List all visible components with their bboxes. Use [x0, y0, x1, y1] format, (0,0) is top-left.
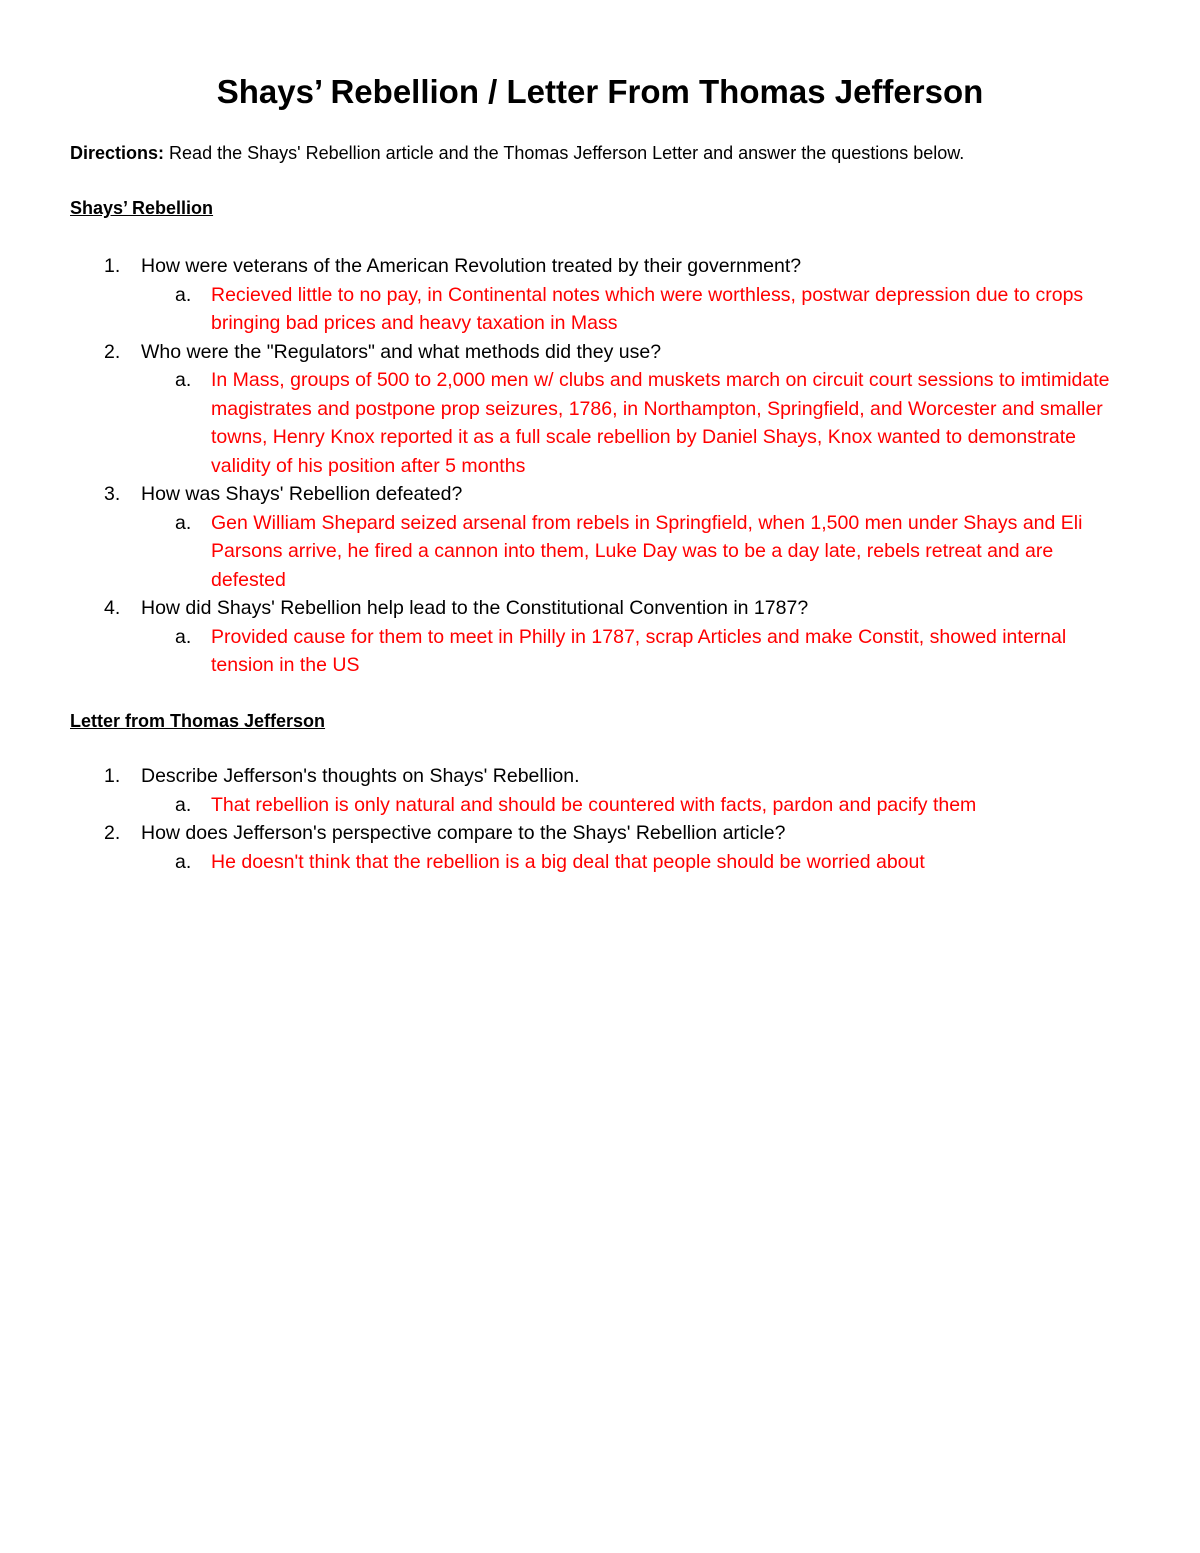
question-text: How does Jefferson's perspective compare to the Shays' Rebellion article? [141, 822, 786, 844]
question [0, 594, 1200, 623]
question-item [0, 252, 1200, 338]
question-text: How did Shays' Rebellion help lead to the Constitutional Convention in 1787? [141, 597, 809, 619]
question-number: 1. [104, 765, 121, 787]
answer-letter: a. [175, 511, 192, 534]
answer-text: Gen William Shepard seized arsenal from rebels in Springfield, when 1,500 men under Shays and Eli Parsons arrive, he fired a cannon into them, Luke Day was to be a day late, rebels retreat and are defested [211, 511, 1083, 591]
question-item [0, 819, 1200, 876]
directions [70, 140, 1150, 166]
answer [0, 281, 1200, 338]
answer [0, 509, 1200, 595]
answer-letter: a. [175, 369, 192, 391]
question-number: 2. [104, 822, 121, 844]
question-number: 3. [104, 483, 121, 505]
question-item [0, 762, 1200, 819]
question [0, 480, 1200, 509]
page-title: Shays’ Rebellion / Letter From Thomas Jefferson [216, 73, 984, 110]
answer [0, 848, 1200, 877]
question-item [0, 338, 1200, 481]
answer-letter: a. [175, 625, 192, 648]
section-heading-shays-rebellion: Shays’ Rebellion [70, 198, 214, 218]
directions-text: Read the Shays' Rebellion article and the Thomas Jefferson Letter and answer the questions below. [169, 143, 965, 163]
answer-text: In Mass, groups of 500 to 2,000 men w/ clubs and muskets march on circuit court sessions to imtimidate magistrates and postpone prop seizures, 1786, in Northampton, Springfield, and Worcester and smaller towns, Henry Knox reported it as a full scale rebellion by Daniel Shays, Knox wanted to demonstrate validity of his position after 5 months [211, 369, 1110, 477]
answer [0, 623, 1200, 680]
question-text: How were veterans of the American Revolution treated by their government? [141, 255, 802, 277]
answer-letter: a. [175, 793, 192, 816]
answer-letter: a. [175, 850, 192, 873]
answer-letter: a. [175, 283, 192, 306]
directions-label: Directions: [70, 143, 165, 163]
answer-text: He doesn't think that the rebellion is a big deal that people should be worried about [211, 850, 925, 873]
question-number: 2. [104, 340, 121, 363]
question-item [0, 594, 1200, 680]
question [0, 338, 1200, 367]
question-number: 4. [104, 597, 121, 619]
question-item [0, 480, 1200, 594]
answer [0, 791, 1200, 820]
question-list-letter-from-jefferson [0, 762, 1200, 876]
answer-text: Recieved little to no pay, in Continental notes which were worthless, postwar depression due to crops bringing bad prices and heavy taxation in Mass [211, 283, 1084, 334]
answer-text: Provided cause for them to meet in Philly in 1787, scrap Articles and make Constit, showed internal tension in the US [211, 625, 1067, 676]
question [0, 762, 1200, 791]
question-number: 1. [104, 255, 121, 277]
question [0, 252, 1200, 281]
question-text: Who were the "Regulators" and what methods did they use? [141, 340, 662, 363]
question-text: Describe Jefferson's thoughts on Shays' Rebellion. [141, 765, 580, 787]
question-text: How was Shays' Rebellion defeated? [141, 483, 463, 505]
section-heading-letter-from-jefferson: Letter from Thomas Jefferson [70, 711, 326, 731]
answer-text: That rebellion is only natural and should be countered with facts, pardon and pacify them [211, 793, 977, 816]
answer [0, 366, 1200, 480]
question-list-shays-rebellion [0, 252, 1200, 680]
question [0, 819, 1200, 848]
